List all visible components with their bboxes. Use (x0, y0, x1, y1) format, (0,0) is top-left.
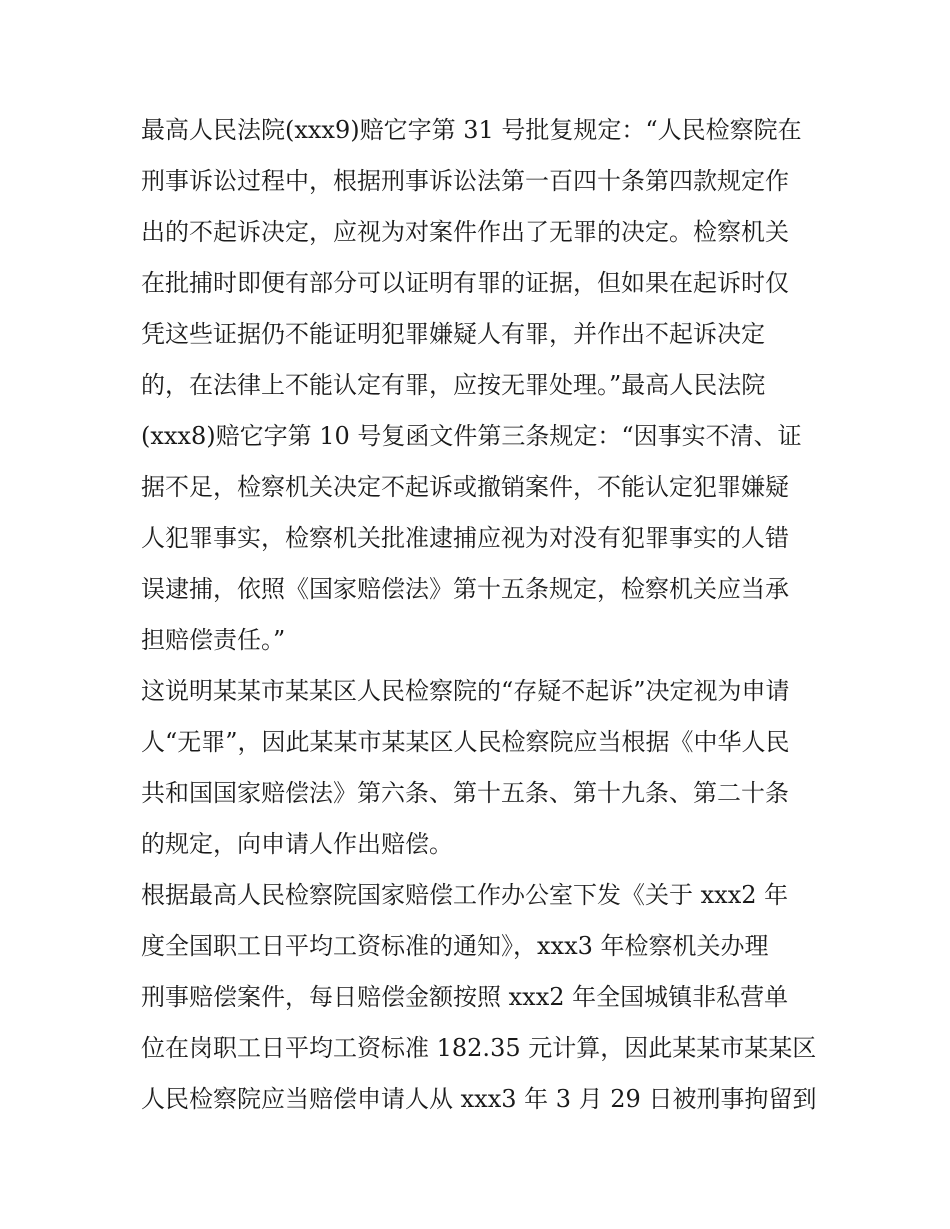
text-line: 出的不起诉决定，应视为对案件作出了无罪的决定。检察机关 (141, 218, 789, 246)
text-line: 人犯罪事实，检察机关批准逮捕应视为对没有犯罪事实的人错 (141, 524, 789, 552)
text-line: 度全国职工日平均工资标准的通知》，xxx3 年检察机关办理 (141, 932, 769, 960)
text-line: 凭这些证据仍不能证明犯罪嫌疑人有罪，并作出不起诉决定 (141, 320, 765, 348)
text-line: 根据最高人民检察院国家赔偿工作办公室下发《关于 xxx2 年 (141, 881, 789, 909)
text-line: 这说明某某市某某区人民检察院的“存疑不起诉”决定视为申请 (141, 677, 790, 705)
text-line: 人民检察院应当赔偿申请人从 xxx3 年 3 月 29 日被刑事拘留到 (141, 1085, 817, 1113)
text-line: 刑事诉讼过程中，根据刑事诉讼法第一百四十条第四款规定作 (141, 167, 789, 195)
text-line: 据不足，检察机关决定不起诉或撤销案件，不能认定犯罪嫌疑 (141, 473, 789, 501)
text-line: 人“无罪”，因此某某市某某区人民检察院应当根据《中华人民 (141, 728, 790, 756)
text-line: 位在岗职工日平均工资标准 182.35 元计算，因此某某市某某区 (141, 1034, 817, 1062)
text-line: 刑事赔偿案件，每日赔偿金额按照 xxx2 年全国城镇非私营单 (141, 983, 789, 1011)
text-line: 的规定，向申请人作出赔偿。 (141, 830, 453, 858)
document-body (141, 105, 821, 1125)
text-line: (xxx8)赔它字第 10 号复函文件第三条规定：“因事实不清、证 (141, 422, 802, 450)
text-line: 误逮捕，依照《国家赔偿法》第十五条规定，检察机关应当承 (141, 575, 789, 603)
text-line: 共和国国家赔偿法》第六条、第十五条、第十九条、第二十条 (141, 779, 789, 807)
text-line: 担赔偿责任。” (141, 626, 286, 654)
text-line: 在批捕时即便有部分可以证明有罪的证据，但如果在起诉时仅 (141, 269, 789, 297)
text-line: 最高人民法院(xxx9)赔它字第 31 号批复规定：“人民检察院在 (141, 116, 802, 144)
text-line: 的，在法律上不能认定有罪，应按无罪处理。”最高人民法院 (141, 371, 766, 399)
